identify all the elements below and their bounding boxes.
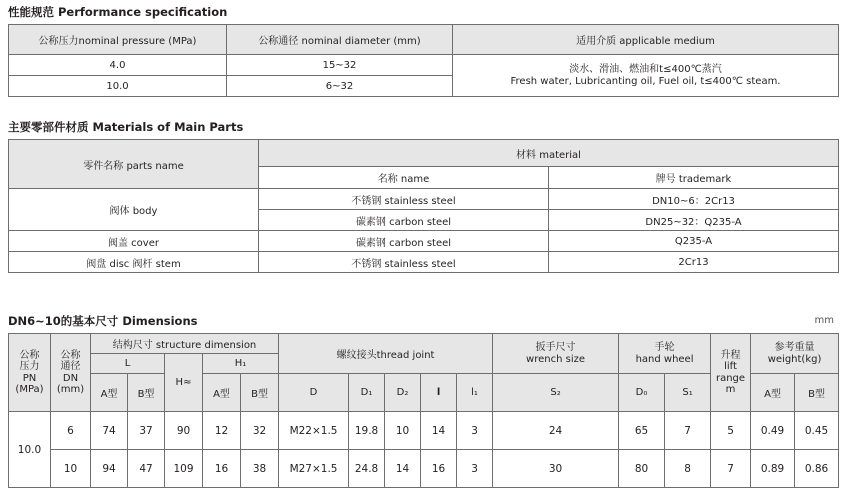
d-header: D bbox=[279, 374, 349, 412]
l-a-header: A型 bbox=[91, 374, 128, 412]
pressure-cell: 4.0 bbox=[9, 55, 227, 76]
table-row bbox=[9, 412, 839, 450]
h1a-cell: 12 bbox=[203, 412, 241, 450]
weight-b-header: B型 bbox=[795, 374, 839, 412]
lift-cell: 7 bbox=[711, 450, 751, 488]
material-name-cell: 碳素钢 carbon steel bbox=[259, 210, 549, 231]
dn-cell: 10 bbox=[51, 450, 91, 488]
s1-header: S₁ bbox=[665, 374, 711, 412]
weight-a-cell: 0.49 bbox=[751, 412, 795, 450]
weight-a-header: A型 bbox=[751, 374, 795, 412]
part-body: 阀体 body bbox=[9, 189, 259, 231]
h-cell: 109 bbox=[165, 450, 203, 488]
lift-cell: 5 bbox=[711, 412, 751, 450]
weight-a-cell: 0.89 bbox=[751, 450, 795, 488]
l-b-header: B型 bbox=[128, 374, 165, 412]
trademark-cell: 2Cr13 bbox=[549, 252, 839, 273]
diameter-header: 公称通径 nominal diameter (mm) bbox=[227, 25, 453, 55]
weight-header: 参考重量 weight(kg) bbox=[751, 334, 839, 374]
l1-cell: 3 bbox=[457, 450, 493, 488]
wheel-header: 手轮 hand wheel bbox=[619, 334, 711, 374]
dn-cell: 6 bbox=[51, 412, 91, 450]
materials-title: 主要零部件材质 Materials of Main Parts bbox=[8, 120, 244, 134]
d1-header: D₁ bbox=[349, 374, 385, 412]
medium-cell bbox=[453, 55, 839, 97]
l1-cell: 3 bbox=[457, 412, 493, 450]
name-header: 名称 name bbox=[259, 167, 549, 189]
material-header: 材料 material bbox=[259, 140, 839, 167]
d0-cell: 80 bbox=[619, 450, 665, 488]
table-row bbox=[9, 252, 839, 273]
l-thread-header: l bbox=[421, 374, 457, 412]
s2-cell: 24 bbox=[493, 412, 619, 450]
dimensions-title: DN6~10的基本尺寸 Dimensions bbox=[8, 314, 198, 328]
trademark-cell: Q235-A bbox=[549, 231, 839, 252]
h-cell: 90 bbox=[165, 412, 203, 450]
h1b-cell: 32 bbox=[241, 412, 279, 450]
wrench-header: 扳手尺寸 wrench size bbox=[493, 334, 619, 374]
pn-header: 公称 压力 PN (MPa) bbox=[9, 334, 51, 412]
d2-cell: 10 bbox=[385, 412, 421, 450]
l-header: L bbox=[91, 354, 165, 374]
h-header: H≈ bbox=[165, 354, 203, 412]
l-cell: 16 bbox=[421, 450, 457, 488]
pn-cell: 10.0 bbox=[9, 412, 51, 488]
performance-title: 性能规范 Performance specification bbox=[8, 5, 228, 19]
medium-en: Fresh water, Lubricanting oil, Fuel oil, t≤400℃ steam. bbox=[510, 75, 781, 87]
h1-header: H₁ bbox=[203, 354, 279, 374]
materials-header-row bbox=[9, 140, 839, 167]
part-name-header: 零件名称 parts name bbox=[9, 140, 259, 189]
h1-a-header: A型 bbox=[203, 374, 241, 412]
diameter-cell: 6~32 bbox=[227, 76, 453, 97]
s1-cell: 7 bbox=[665, 412, 711, 450]
medium-header: 适用介质 applicable medium bbox=[453, 25, 839, 55]
d2-header: D₂ bbox=[385, 374, 421, 412]
lb-cell: 37 bbox=[128, 412, 165, 450]
pressure-header: 公称压力nominal pressure (MPa) bbox=[9, 25, 227, 55]
unit-label: mm bbox=[814, 315, 834, 326]
diameter-cell: 15~32 bbox=[227, 55, 453, 76]
dn-header: 公称 通径 DN (mm) bbox=[51, 334, 91, 412]
dimensions-header-row bbox=[9, 334, 839, 354]
part-disc-stem: 阀盘 disc 阀杆 stem bbox=[9, 252, 259, 273]
table-row bbox=[9, 55, 839, 76]
lift-header: 升程 lift range m bbox=[711, 334, 751, 412]
table-row bbox=[9, 189, 839, 210]
lb-cell: 47 bbox=[128, 450, 165, 488]
material-name-cell: 不锈钢 stainless steel bbox=[259, 252, 549, 273]
part-cover: 阀盖 cover bbox=[9, 231, 259, 252]
materials-table bbox=[8, 139, 839, 273]
s2-header: S₂ bbox=[493, 374, 619, 412]
la-cell: 74 bbox=[91, 412, 128, 450]
performance-header-row bbox=[9, 25, 839, 55]
d2-cell: 14 bbox=[385, 450, 421, 488]
structure-header: 结构尺寸 structure dimension bbox=[91, 334, 279, 354]
weight-b-cell: 0.86 bbox=[795, 450, 839, 488]
thread-header: 螺纹接头thread joint bbox=[279, 334, 493, 374]
dimensions-table bbox=[8, 333, 839, 488]
material-name-cell: 不锈钢 stainless steel bbox=[259, 189, 549, 210]
h1-b-header: B型 bbox=[241, 374, 279, 412]
d0-cell: 65 bbox=[619, 412, 665, 450]
pressure-cell: 10.0 bbox=[9, 76, 227, 97]
material-name-cell: 碳素钢 carbon steel bbox=[259, 231, 549, 252]
d1-cell: 19.8 bbox=[349, 412, 385, 450]
table-row bbox=[9, 231, 839, 252]
weight-b-cell: 0.45 bbox=[795, 412, 839, 450]
table-row bbox=[9, 450, 839, 488]
l-cell: 14 bbox=[421, 412, 457, 450]
d1-cell: 24.8 bbox=[349, 450, 385, 488]
d-cell: M22×1.5 bbox=[279, 412, 349, 450]
la-cell: 94 bbox=[91, 450, 128, 488]
d-cell: M27×1.5 bbox=[279, 450, 349, 488]
s2-cell: 30 bbox=[493, 450, 619, 488]
l1-header: l₁ bbox=[457, 374, 493, 412]
trademark-header: 牌号 trademark bbox=[549, 167, 839, 189]
d0-header: D₀ bbox=[619, 374, 665, 412]
performance-table bbox=[8, 24, 839, 97]
h1a-cell: 16 bbox=[203, 450, 241, 488]
trademark-cell: DN25~32：Q235-A bbox=[549, 210, 839, 231]
medium-cn: 淡水、滑油、燃油和t≤400℃蒸汽 bbox=[569, 64, 722, 75]
h1b-cell: 38 bbox=[241, 450, 279, 488]
trademark-cell: DN10~6：2Cr13 bbox=[549, 189, 839, 210]
s1-cell: 8 bbox=[665, 450, 711, 488]
